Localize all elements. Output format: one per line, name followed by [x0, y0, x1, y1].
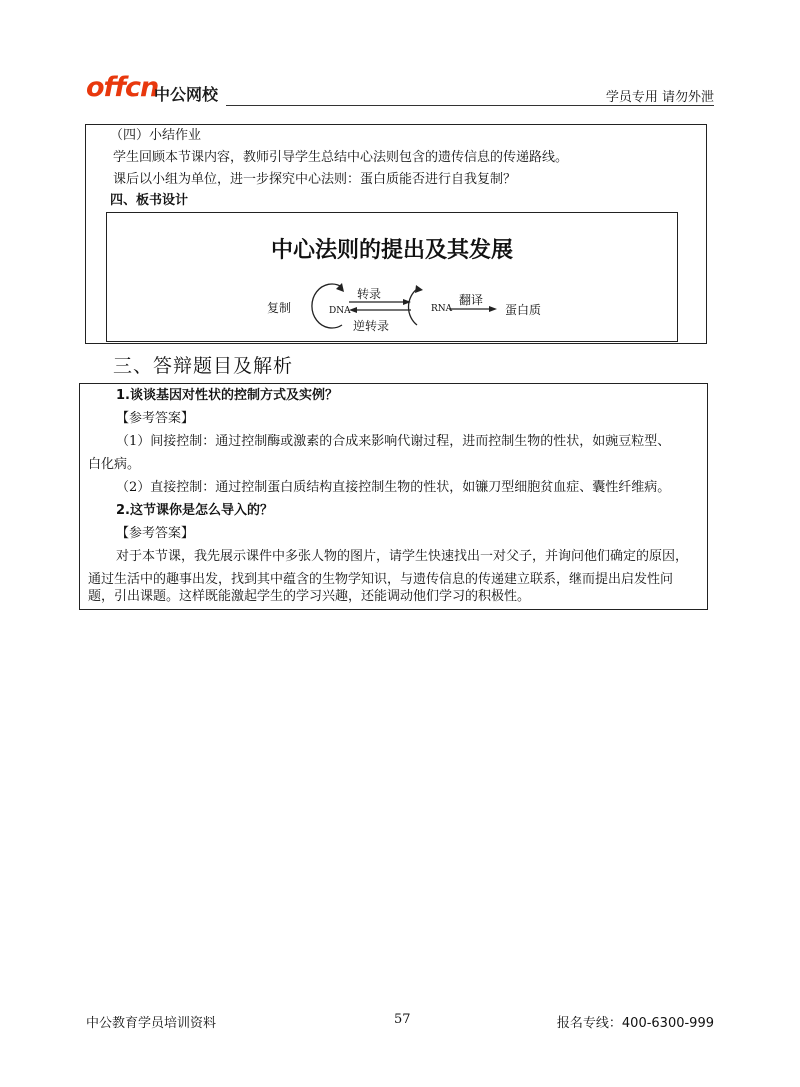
question-2: 2.这节课你是怎么导入的？ [116, 503, 273, 518]
answer-1-item-1-cont: 白化病。 [88, 457, 141, 472]
label-protein: 蛋白质 [505, 303, 542, 317]
logo-text: 中公网校 [154, 85, 219, 104]
subsection-title: （四）小结作业 [110, 128, 202, 143]
central-dogma-diagram [107, 213, 677, 341]
answer-2-line-2: 通过生活中的趣事出发，找到其中蕴含的生物学知识，与遗传信息的传递建立联系，继而提出启发性问 [88, 572, 674, 587]
logo-brand: offcn [86, 72, 159, 103]
answer-label-2: 【参考答案】 [116, 526, 195, 541]
board-design-panel [106, 212, 678, 342]
answer-label-1: 【参考答案】 [116, 411, 195, 426]
rna-loop-arrowhead [415, 285, 423, 293]
footer-source: 中公教育学员培训资料 [86, 1016, 217, 1031]
header-divider [226, 105, 714, 106]
section-defense-questions: 三、答辩题目及解析 [113, 355, 294, 377]
footer-hotline: 报名专线：400-6300-999 [556, 1016, 714, 1031]
label-reverse-transcription: 逆转录 [353, 319, 390, 333]
board-title: 中心法则的提出及其发展 [270, 238, 513, 263]
page-number: 57 [394, 1012, 411, 1027]
label-transcription: 转录 [357, 287, 382, 301]
answer-1-item-1: （1）间接控制：通过控制酶或激素的合成来影响代谢过程，进而控制生物的性状，如豌豆粒型、 [116, 434, 671, 449]
section-board-design: 四、板书设计 [110, 193, 189, 208]
header-note: 学员专用 请勿外泄 [605, 90, 714, 105]
label-replication: 复制 [267, 301, 292, 315]
translation-arrowhead [489, 306, 497, 312]
label-translation: 翻译 [459, 293, 484, 307]
answer-2-line-1: 对于本节课，我先展示课件中多张人物的图片，请学生快速找出一对父子，并询问他们确定的原因， [116, 549, 689, 564]
question-1: 1.谈谈基因对性状的控制方式及实例？ [116, 388, 338, 403]
label-dna: DNA [329, 306, 351, 316]
logo [86, 72, 246, 106]
rna-loop [408, 289, 417, 325]
label-rna: RNA [431, 304, 453, 314]
answer-2-line-3: 题，引出课题。这样既能激起学生的学习兴趣，还能调动他们学习的积极性。 [88, 589, 531, 604]
summary-paragraph-1: 学生回顾本节课内容，教师引导学生总结中心法则包含的遗传信息的传递路线。 [113, 150, 569, 165]
answer-1-item-2: （2）直接控制：通过控制蛋白质结构直接控制生物的性状，如镰刀型细胞贫血症、囊性纤维病。 [116, 480, 671, 495]
summary-paragraph-2: 课后以小组为单位，进一步探究中心法则：蛋白质能否进行自我复制？ [113, 172, 517, 187]
